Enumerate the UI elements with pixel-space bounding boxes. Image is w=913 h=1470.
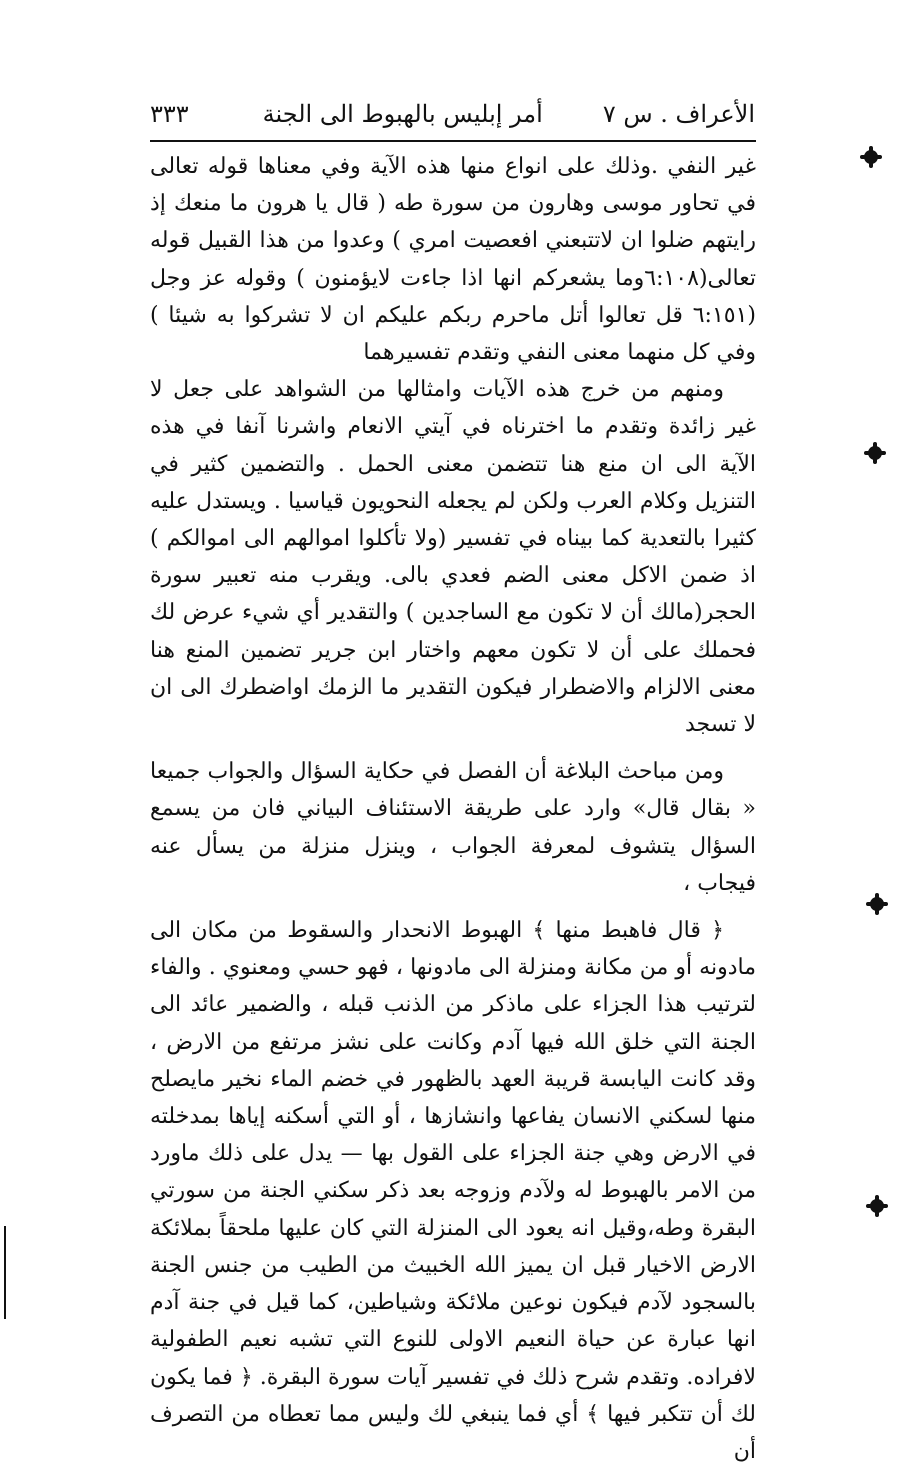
asterisk-mark-icon <box>870 1199 884 1213</box>
page-number: ٣٣٣ <box>150 100 189 128</box>
asterisk-mark-icon <box>870 897 884 911</box>
section-label: الأعراف . س ٧ <box>602 100 755 128</box>
paragraph: ومن مباحث البلاغة أن الفصل في حكاية السؤال والجواب جميعا « بقال قال» وارد على طريقة الاستئناف البياني فان من يسمع السؤال يتشوف لمعرفة الجواب ، وينزل منزلة من يسأل عنه فيجاب ، <box>150 759 756 896</box>
paragraph: ﴿ قال فاهبط منها ﴾ الهبوط الانحدار والسقوط من مكان الى مادونه أو من مكانة ومنزلة الى مادونها ، فهو حسي ومعنوي . والفاء لترتيب هذا الجزاء على ماذكر من الذنب قبله ، والضمير عائد الى الجنة التي خلق الله فيها آدم وكانت على نشز مرتفع من الارض ، وقد كانت اليابسة قريبة العهد بالظهور في خضم الماء نخير مايصلح منها لسكني الانسان يفاعها وانشازها ، أو التي أسكنه إياها بمدخلته في الارض وهي جنة الجزاء على القول بها — يدل على ذلك ماورد من الامر بالهبوط له ولآدم وزوجه بعد ذكر سكني الجنة من سورتي البقرة وطه،وقيل انه يعود الى المنزلة التي كان عليها ملحقاً بملائكة الارض الاخيار قبل ان يميز الله الخبيث من الطيب من جنس الجنة بالسجود لآدم فيكون نوعين ملائكة وشياطين، كما قيل في جنة آدم انها عبارة عن حياة النعيم الاولى للنوع التي تشبه نعيم الطفولية لافراده. وتقدم شرح ذلك في تفسير آيات سورة البقرة. ﴿ فما يكون لك أن تتكبر فيها ﴾ أي فما ينبغي لك وليس مما تعطاه من التصرف أن <box>150 918 756 1464</box>
asterisk-mark-icon <box>868 446 882 460</box>
page-edge-line <box>4 1226 6 1319</box>
running-title: أمر إبليس بالهبوط الى الجنة <box>262 100 543 128</box>
body-text <box>150 148 756 1470</box>
paragraph: ومنهم من خرج هذه الآيات وامثالها من الشواهد على جعل لا غير زائدة وتقدم ما اخترناه في آيتي الانعام واشرنا آنفا في هذه الآية الى ان منع هنا تتضمن معنى الحمل . والتضمين كثير في التنزيل وكلام العرب ولكن لم يجعله النحويون قياسيا . ويستدل عليه كثيرا بالتعدية كما بيناه في تفسير (ولا تأكلوا اموالهم الى اموالكم ) اذ ضمن الاكل معنى الضم فعدي بالى. ويقرب منه تعبير سورة الحجر(مالك أن لا تكون مع الساجدين ) والتقدير أي شيء عرض لك فحملك على أن لا تكون معهم واختار ابن جرير تضمين المنع هنا معنى الالزام والاضطرار فيكون التقدير ما الزمك اواضطرك الى ان لا تسجد <box>150 377 756 738</box>
paragraph: غير النفي .وذلك على انواع منها هذه الآية وفي معناها قوله تعالى في تحاور موسى وهارون من سورة طه ( قال يا هرون ما منعك إذ رايتهم ضلوا ان لاتتبعني افعصيت امري ) وعدوا من هذا القبيل قوله تعالى(٦:١٠٨وما يشعركم انها اذا جاءت لايؤمنون ) وقوله عز وجل (٦:١٥١ قل تعالوا أتل ماحرم ربكم عليكم ان لا تشركوا به شيئا ) وفي كل منهما معنى النفي وتقدم تفسيرهما <box>150 154 756 366</box>
page-header <box>150 92 755 136</box>
header-rule <box>150 140 756 142</box>
asterisk-mark-icon <box>864 150 878 164</box>
